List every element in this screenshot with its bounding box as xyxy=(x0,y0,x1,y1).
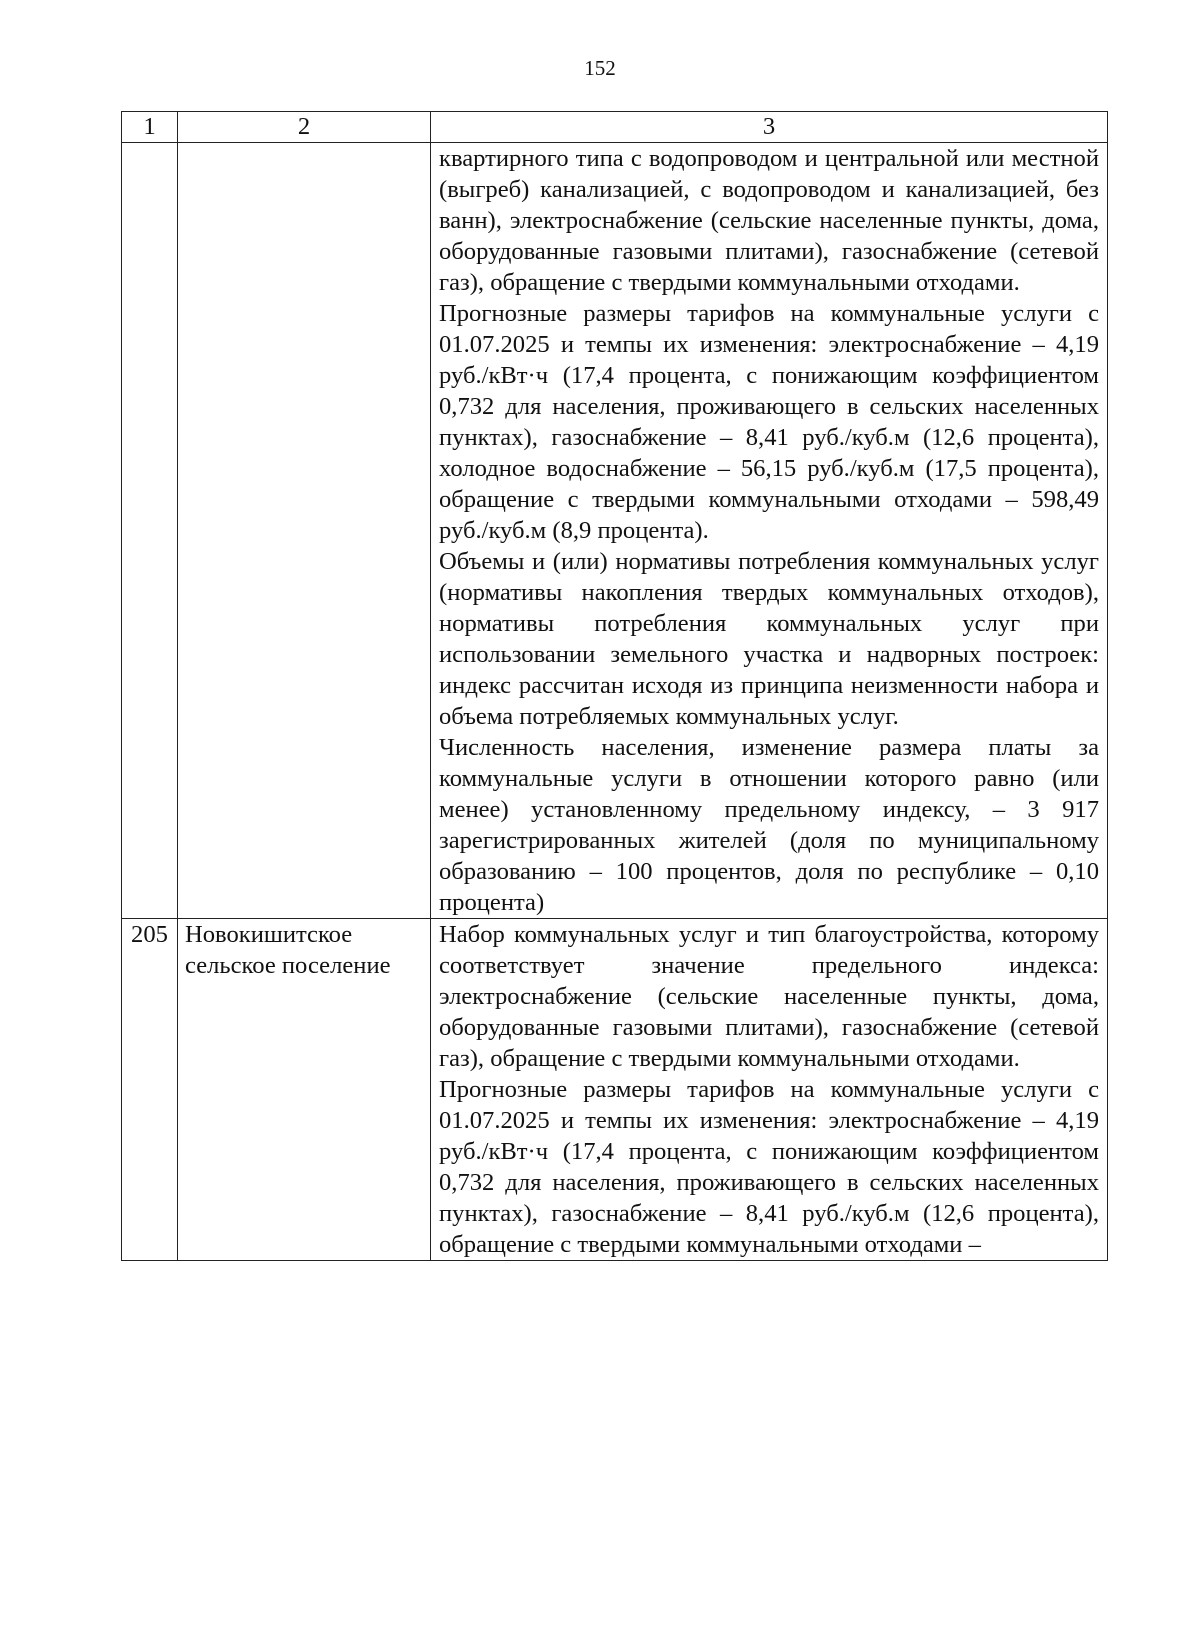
row-description xyxy=(431,143,1108,919)
settlement-name: Новокишитское сельское поселение xyxy=(178,919,431,1261)
tariff-table xyxy=(121,111,1108,1261)
row-description xyxy=(431,919,1108,1261)
column-header-2: 2 xyxy=(178,112,431,143)
row-number: 205 xyxy=(122,919,178,1261)
page-number: 152 xyxy=(584,56,616,80)
table-row xyxy=(122,143,1108,919)
column-header-3: 3 xyxy=(431,112,1108,143)
paragraph: Прогнозные размеры тарифов на коммунальные услуги с 01.07.2025 и темпы их изменения: электроснабжение – 4,19 руб./кВт·ч (17,4 процента, с понижающим коэффициентом 0,732 для населения, проживающего в сельских населенных пунктах), газоснабжение – 8,41 руб./куб.м (12,6 процента), обращение с твердыми коммунальными отходами – xyxy=(439,1076,1099,1258)
paragraph: Набор коммунальных услуг и тип благоустройства, которому соответствует значение предельного индекса: электроснабжение (сельские населенные пункты, дома, оборудованные газовыми плитами), газоснабжение (сетевой газ), обращение с твердыми коммунальными отходами. xyxy=(439,921,1099,1072)
table-header-row xyxy=(122,112,1108,143)
paragraph: Численность населения, изменение размера платы за коммунальные услуги в отношении которого равно (или менее) установленному предельному индексу, – 3 917 зарегистрированных жителей (доля по муниципальному образованию – 100 процентов, доля по республике – 0,10 процента) xyxy=(439,734,1099,916)
paragraph: Объемы и (или) нормативы потребления коммунальных услуг (нормативы накопления твердых коммунальных отходов), нормативы потребления коммунальных услуг при использовании земельного участка и надворных построек: индекс рассчитан исходя из принципа неизменности набора и объема потребляемых коммунальных услуг. xyxy=(439,548,1099,730)
table-row xyxy=(122,919,1108,1261)
paragraph: квартирного типа с водопроводом и центральной или местной (выгреб) канализацией, с водопроводом и канализацией, без ванн), электроснабжение (сельские населенные пункты, дома, оборудованные газовыми плитами), газоснабжение (сетевой газ), обращение с твердыми коммунальными отходами. xyxy=(439,145,1099,296)
row-number xyxy=(122,143,178,919)
column-header-1: 1 xyxy=(122,112,178,143)
paragraph: Прогнозные размеры тарифов на коммунальные услуги с 01.07.2025 и темпы их изменения: электроснабжение – 4,19 руб./кВт·ч (17,4 процента, с понижающим коэффициентом 0,732 для населения, проживающего в сельских населенных пунктах), газоснабжение – 8,41 руб./куб.м (12,6 процента), холодное водоснабжение – 56,15 руб./куб.м (17,5 процента), обращение с твердыми коммунальными отходами – 598,49 руб./куб.м (8,9 процента). xyxy=(439,300,1099,544)
settlement-name xyxy=(178,143,431,919)
